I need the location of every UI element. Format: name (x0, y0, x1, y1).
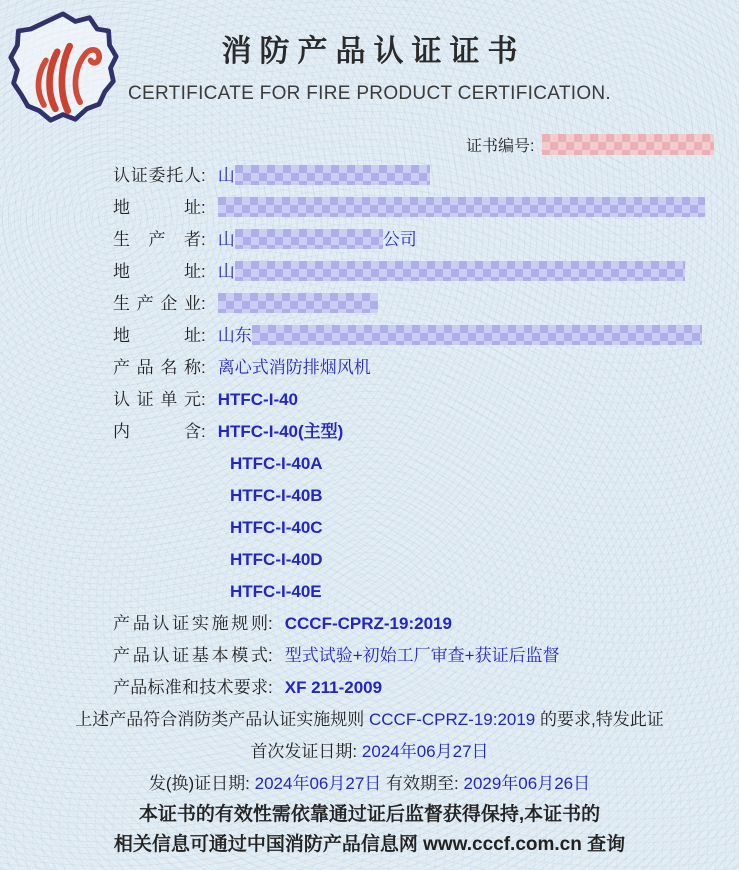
conformity-statement (0, 704, 739, 736)
cert-number-colon: : (530, 138, 535, 155)
field-row-address-2 (0, 256, 739, 288)
field-row-includes (0, 416, 739, 448)
field-row-manufacturer (0, 288, 739, 320)
field-colon: : (201, 326, 206, 345)
included-model: HTFC-I-40C (230, 518, 323, 537)
page-title-en: CERTIFICATE FOR FIRE PRODUCT CERTIFICATION. (128, 83, 611, 104)
field-colon: : (201, 166, 206, 185)
field-colon: : (201, 262, 206, 281)
redacted-value (218, 293, 378, 313)
model-row (0, 576, 739, 608)
rule-value: CCCF-CPRZ-19:2019 (284, 614, 452, 633)
model-row (0, 448, 739, 480)
first-issue-row (0, 736, 739, 768)
rule-label: 产品认证基本模式 (113, 646, 268, 665)
redacted-value (235, 165, 430, 185)
rule-row-basic-mode (0, 640, 739, 672)
field-label: 生产企业 (113, 294, 201, 313)
field-label: 生产者 (113, 230, 201, 249)
rule-colon: : (268, 646, 273, 665)
rule-value: XF 211-2009 (284, 678, 383, 697)
fire-shield-logo-icon (6, 6, 120, 130)
rule-label: 产品标准和技术要求 (113, 678, 268, 697)
issue-date-label: 发(换)证日期: (148, 774, 250, 793)
statement-prefix: 上述产品符合消防类产品认证实施规则 (75, 710, 369, 729)
field-label: 认证委托人 (113, 166, 201, 185)
rule-colon: : (268, 678, 273, 697)
field-value-prefix: 山 (217, 166, 235, 185)
field-colon: : (201, 230, 206, 249)
certificate-body (0, 160, 739, 860)
field-row-product-name (0, 352, 739, 384)
cert-unit-value: HTFC-I-40 (217, 390, 299, 409)
first-issue-date: 2024年06月27日 (361, 742, 489, 761)
redacted-value (252, 325, 702, 345)
field-label: 认证单元 (113, 390, 201, 409)
model-row (0, 544, 739, 576)
issue-validity-row (0, 768, 739, 800)
field-value-prefix: 山 (217, 230, 235, 249)
field-label: 地址 (113, 326, 201, 345)
field-value-prefix: 山 (217, 262, 235, 281)
field-label: 内含 (113, 422, 201, 441)
statement-rule-code: CCCF-CPRZ-19:2019 (369, 710, 536, 729)
rule-value: 型式试验+初始工厂审查+获证后监督 (284, 646, 560, 665)
cert-number-redacted (542, 134, 714, 155)
field-colon: : (201, 422, 206, 441)
rule-label: 产品认证实施规则 (113, 614, 268, 633)
field-row-applicant (0, 160, 739, 192)
statement-suffix: 的要求,特发此证 (535, 710, 664, 729)
page-title-cn: 消防产品认证证书 (221, 35, 526, 68)
valid-until-date: 2029年06月26日 (463, 774, 591, 793)
first-issue-label: 首次发证日期: (250, 742, 358, 761)
issue-date: 2024年06月27日 (254, 774, 382, 793)
redacted-value (218, 197, 705, 217)
redacted-value (235, 261, 685, 281)
product-name-value: 离心式消防排烟风机 (217, 358, 371, 377)
field-label: 产品名称 (113, 358, 201, 377)
field-label: 地址 (113, 262, 201, 281)
included-model: HTFC-I-40B (230, 486, 323, 505)
field-row-producer (0, 224, 739, 256)
cert-number-row (466, 133, 714, 156)
rule-colon: : (268, 614, 273, 633)
field-value-prefix: 山东 (217, 326, 252, 345)
field-value-suffix: 公司 (382, 230, 417, 249)
field-row-address-3 (0, 320, 739, 352)
rule-row-implementation (0, 608, 739, 640)
included-model: HTFC-I-40D (230, 550, 323, 569)
rule-row-standard (0, 672, 739, 704)
footer-validity-note: 本证书的有效性需依靠通过证后监督获得保持,本证书的 (138, 804, 601, 825)
field-colon: : (201, 390, 206, 409)
included-model-main: HTFC-I-40(主型) (217, 422, 344, 441)
field-row-address-1 (0, 192, 739, 224)
field-colon: : (201, 358, 206, 377)
field-row-cert-unit (0, 384, 739, 416)
field-colon: : (201, 198, 206, 217)
model-row (0, 512, 739, 544)
included-model: HTFC-I-40E (230, 582, 322, 601)
included-model: HTFC-I-40A (230, 454, 323, 473)
field-colon: : (201, 294, 206, 313)
fire-shield-svg (6, 6, 120, 130)
footer-website-note: 相关信息可通过中国消防产品信息网 www.cccf.com.cn 查询 (113, 834, 626, 855)
cert-number-label: 证书编号 (466, 138, 531, 155)
field-label: 地址 (113, 198, 201, 217)
valid-until-label: 有效期至: (386, 774, 459, 793)
redacted-value (235, 229, 383, 249)
model-row (0, 480, 739, 512)
